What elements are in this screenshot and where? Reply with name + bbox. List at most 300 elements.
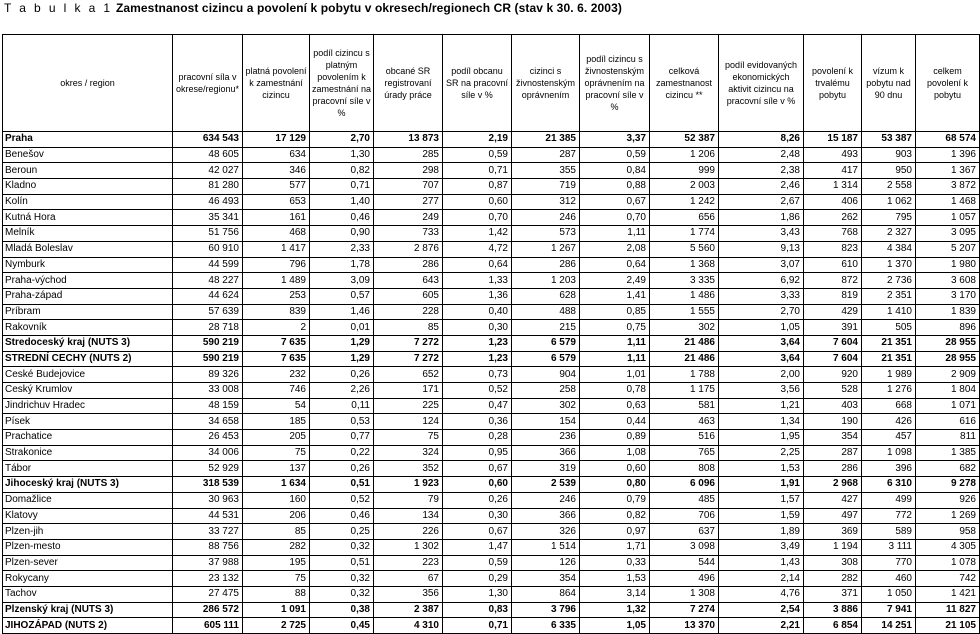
value-cell: 958	[916, 524, 980, 540]
value-cell: 1 923	[374, 477, 443, 493]
value-cell: 499	[862, 492, 916, 508]
value-cell: 1,53	[719, 461, 804, 477]
column-header: pracovní síla v okrese/regionu*	[173, 35, 243, 132]
value-cell: 3 886	[804, 602, 862, 618]
value-cell: 2,48	[719, 147, 804, 163]
value-cell: 1 417	[243, 241, 310, 257]
value-cell: 1,23	[443, 351, 512, 367]
value-cell: 0,28	[443, 430, 512, 446]
value-cell: 0,33	[580, 555, 650, 571]
value-cell: 0,67	[443, 461, 512, 477]
table-row	[3, 398, 980, 414]
value-cell: 85	[243, 524, 310, 540]
value-cell: 21 351	[862, 335, 916, 351]
value-cell: 48 227	[173, 273, 243, 289]
value-cell: 7 272	[374, 351, 443, 367]
value-cell: 616	[916, 414, 980, 430]
value-cell: 6 335	[512, 618, 580, 634]
region-name-cell: Kladno	[3, 179, 173, 195]
region-name-cell: Praha-západ	[3, 288, 173, 304]
value-cell: 0,80	[580, 477, 650, 493]
value-cell: 819	[804, 288, 862, 304]
value-cell: 53 387	[862, 132, 916, 148]
value-cell: 3 608	[916, 273, 980, 289]
value-cell: 195	[243, 555, 310, 571]
region-name-cell: Praha-východ	[3, 273, 173, 289]
value-cell: 634	[243, 147, 310, 163]
value-cell: 0,46	[310, 508, 374, 524]
value-cell: 544	[650, 555, 719, 571]
value-cell: 0,32	[310, 539, 374, 555]
table-row	[3, 257, 980, 273]
value-cell: 589	[862, 524, 916, 540]
table-title	[4, 0, 622, 16]
value-cell: 0,67	[580, 194, 650, 210]
value-cell: 605	[374, 288, 443, 304]
value-cell: 161	[243, 210, 310, 226]
value-cell: 652	[374, 367, 443, 383]
table-row	[3, 383, 980, 399]
value-cell: 326	[512, 524, 580, 540]
value-cell: 1,29	[310, 351, 374, 367]
value-cell: 497	[804, 508, 862, 524]
value-cell: 324	[374, 445, 443, 461]
value-cell: 312	[512, 194, 580, 210]
value-cell: 682	[916, 461, 980, 477]
region-name-cell: Prachatice	[3, 430, 173, 446]
value-cell: 0,59	[443, 147, 512, 163]
value-cell: 3,07	[719, 257, 804, 273]
column-header: podíl obcanu SR na pracovní síle v %	[443, 35, 512, 132]
value-cell: 42 027	[173, 163, 243, 179]
value-cell: 1,71	[580, 539, 650, 555]
value-cell: 668	[862, 398, 916, 414]
region-name-cell: Beroun	[3, 163, 173, 179]
value-cell: 3,64	[719, 335, 804, 351]
value-cell: 1 194	[804, 539, 862, 555]
value-cell: 742	[916, 571, 980, 587]
value-cell: 429	[804, 304, 862, 320]
table-row	[3, 273, 980, 289]
value-cell: 7 941	[862, 602, 916, 618]
value-cell: 3,09	[310, 273, 374, 289]
value-cell: 75	[243, 445, 310, 461]
value-cell: 33 008	[173, 383, 243, 399]
value-cell: 46 493	[173, 194, 243, 210]
value-cell: 463	[650, 414, 719, 430]
summary-row	[3, 351, 980, 367]
value-cell: 864	[512, 586, 580, 602]
value-cell: 21 385	[512, 132, 580, 148]
region-name-cell: Kutná Hora	[3, 210, 173, 226]
value-cell: 505	[862, 320, 916, 336]
value-cell: 366	[512, 445, 580, 461]
value-cell: 2,38	[719, 163, 804, 179]
value-cell: 21 486	[650, 335, 719, 351]
value-cell: 1 980	[916, 257, 980, 273]
value-cell: 2 351	[862, 288, 916, 304]
value-cell: 581	[650, 398, 719, 414]
value-cell: 6 310	[862, 477, 916, 493]
region-name-cell: Plzen-jih	[3, 524, 173, 540]
value-cell: 369	[804, 524, 862, 540]
value-cell: 352	[374, 461, 443, 477]
value-cell: 52 929	[173, 461, 243, 477]
column-header: obcané SR registrovaní úrady práce	[374, 35, 443, 132]
data-table-container	[2, 34, 976, 634]
value-cell: 0,89	[580, 430, 650, 446]
region-name-cell: Mladá Boleslav	[3, 241, 173, 257]
table-row	[3, 210, 980, 226]
value-cell: 68 574	[916, 132, 980, 148]
region-name-cell: Príbram	[3, 304, 173, 320]
value-cell: 286	[804, 461, 862, 477]
value-cell: 770	[862, 555, 916, 571]
value-cell: 262	[804, 210, 862, 226]
value-cell: 0,84	[580, 163, 650, 179]
summary-row	[3, 477, 980, 493]
value-cell: 772	[862, 508, 916, 524]
value-cell: 0,51	[310, 555, 374, 571]
region-name-cell: Plzen-sever	[3, 555, 173, 571]
value-cell: 768	[804, 226, 862, 242]
region-name-cell: Jihoceský kraj (NUTS 3)	[3, 477, 173, 493]
value-cell: 733	[374, 226, 443, 242]
value-cell: 1,21	[719, 398, 804, 414]
value-cell: 0,71	[443, 618, 512, 634]
value-cell: 0,64	[443, 257, 512, 273]
value-cell: 577	[243, 179, 310, 195]
value-cell: 302	[650, 320, 719, 336]
value-cell: 3 111	[862, 539, 916, 555]
value-cell: 0,67	[443, 524, 512, 540]
value-cell: 1 276	[862, 383, 916, 399]
value-cell: 206	[243, 508, 310, 524]
value-cell: 3 335	[650, 273, 719, 289]
value-cell: 2,70	[719, 304, 804, 320]
value-cell: 2 539	[512, 477, 580, 493]
value-cell: 6 854	[804, 618, 862, 634]
column-header: podíl cizincu s platným povolením k zamestnání na pracovní síle v %	[310, 35, 374, 132]
value-cell: 52 387	[650, 132, 719, 148]
value-cell: 371	[804, 586, 862, 602]
table-row	[3, 226, 980, 242]
value-cell: 1 774	[650, 226, 719, 242]
value-cell: 287	[804, 445, 862, 461]
value-cell: 1,23	[443, 335, 512, 351]
value-cell: 493	[804, 147, 862, 163]
value-cell: 1,86	[719, 210, 804, 226]
value-cell: 1 385	[916, 445, 980, 461]
value-cell: 85	[374, 320, 443, 336]
value-cell: 1 367	[916, 163, 980, 179]
value-cell: 0,60	[443, 194, 512, 210]
value-cell: 0,82	[310, 163, 374, 179]
value-cell: 160	[243, 492, 310, 508]
value-cell: 319	[512, 461, 580, 477]
value-cell: 1,11	[580, 335, 650, 351]
value-cell: 228	[374, 304, 443, 320]
value-cell: 3 796	[512, 602, 580, 618]
value-cell: 0,79	[580, 492, 650, 508]
value-cell: 11 827	[916, 602, 980, 618]
value-cell: 1,32	[580, 602, 650, 618]
value-cell: 7 274	[650, 602, 719, 618]
value-cell: 27 475	[173, 586, 243, 602]
value-cell: 3 170	[916, 288, 980, 304]
value-cell: 0,51	[310, 477, 374, 493]
table-row	[3, 194, 980, 210]
value-cell: 2,00	[719, 367, 804, 383]
value-cell: 719	[512, 179, 580, 195]
value-cell: 999	[650, 163, 719, 179]
table-header-row	[3, 35, 980, 132]
value-cell: 1,05	[719, 320, 804, 336]
value-cell: 287	[512, 147, 580, 163]
value-cell: 0,26	[443, 492, 512, 508]
value-cell: 0,85	[580, 304, 650, 320]
value-cell: 246	[512, 210, 580, 226]
table-caption: Zamestnanost cizincu a povolení k pobytu v okresech/regionech CR (stav k 30. 6. 2003)	[115, 1, 622, 15]
value-cell: 1,46	[310, 304, 374, 320]
value-cell: 1,11	[580, 351, 650, 367]
value-cell: 1 308	[650, 586, 719, 602]
value-cell: 706	[650, 508, 719, 524]
value-cell: 1,53	[580, 571, 650, 587]
value-cell: 75	[374, 430, 443, 446]
value-cell: 225	[374, 398, 443, 414]
value-cell: 496	[650, 571, 719, 587]
value-cell: 37 988	[173, 555, 243, 571]
value-cell: 0,73	[443, 367, 512, 383]
region-name-cell: Nymburk	[3, 257, 173, 273]
value-cell: 1 396	[916, 147, 980, 163]
value-cell: 286	[512, 257, 580, 273]
value-cell: 258	[512, 383, 580, 399]
value-cell: 2,33	[310, 241, 374, 257]
value-cell: 89 326	[173, 367, 243, 383]
value-cell: 1 175	[650, 383, 719, 399]
value-cell: 9 278	[916, 477, 980, 493]
value-cell: 0,26	[310, 367, 374, 383]
value-cell: 171	[374, 383, 443, 399]
value-cell: 823	[804, 241, 862, 257]
value-cell: 1 839	[916, 304, 980, 320]
region-name-cell: Stredoceský kraj (NUTS 3)	[3, 335, 173, 351]
value-cell: 79	[374, 492, 443, 508]
value-cell: 286 572	[173, 602, 243, 618]
value-cell: 3 872	[916, 179, 980, 195]
column-header: podíl cizincu s živnostenským oprávnením na pracovní síle v %	[580, 35, 650, 132]
value-cell: 1 050	[862, 586, 916, 602]
value-cell: 7 635	[243, 351, 310, 367]
value-cell: 0,40	[443, 304, 512, 320]
region-name-cell: Jindrichuv Hradec	[3, 398, 173, 414]
value-cell: 2,46	[719, 179, 804, 195]
value-cell: 308	[804, 555, 862, 571]
value-cell: 1,29	[310, 335, 374, 351]
value-cell: 236	[512, 430, 580, 446]
value-cell: 2,14	[719, 571, 804, 587]
value-cell: 0,57	[310, 288, 374, 304]
value-cell: 1,57	[719, 492, 804, 508]
value-cell: 282	[804, 571, 862, 587]
value-cell: 1,59	[719, 508, 804, 524]
region-name-cell: Benešov	[3, 147, 173, 163]
value-cell: 643	[374, 273, 443, 289]
value-cell: 426	[862, 414, 916, 430]
value-cell: 126	[512, 555, 580, 571]
value-cell: 1,05	[580, 618, 650, 634]
value-cell: 1 989	[862, 367, 916, 383]
value-cell: 0,36	[443, 414, 512, 430]
value-cell: 3,49	[719, 539, 804, 555]
value-cell: 190	[804, 414, 862, 430]
value-cell: 0,44	[580, 414, 650, 430]
value-cell: 34 658	[173, 414, 243, 430]
value-cell: 0,59	[443, 555, 512, 571]
table-row	[3, 304, 980, 320]
value-cell: 903	[862, 147, 916, 163]
value-cell: 2 003	[650, 179, 719, 195]
value-cell: 1,30	[443, 586, 512, 602]
value-cell: 1,89	[719, 524, 804, 540]
value-cell: 67	[374, 571, 443, 587]
value-cell: 246	[512, 492, 580, 508]
value-cell: 3,56	[719, 383, 804, 399]
value-cell: 1 489	[243, 273, 310, 289]
value-cell: 528	[804, 383, 862, 399]
value-cell: 872	[804, 273, 862, 289]
value-cell: 3,33	[719, 288, 804, 304]
table-row	[3, 430, 980, 446]
value-cell: 44 599	[173, 257, 243, 273]
value-cell: 811	[916, 430, 980, 446]
value-cell: 1 269	[916, 508, 980, 524]
value-cell: 1,36	[443, 288, 512, 304]
value-cell: 590 219	[173, 335, 243, 351]
region-name-cell: Tábor	[3, 461, 173, 477]
value-cell: 0,77	[310, 430, 374, 446]
value-cell: 4,76	[719, 586, 804, 602]
table-row	[3, 163, 980, 179]
value-cell: 950	[862, 163, 916, 179]
value-cell: 1 098	[862, 445, 916, 461]
value-cell: 1 071	[916, 398, 980, 414]
value-cell: 1 206	[650, 147, 719, 163]
value-cell: 605 111	[173, 618, 243, 634]
column-header: celková zamestnanost cizincu **	[650, 35, 719, 132]
region-name-cell: Ceské Budejovice	[3, 367, 173, 383]
value-cell: 7 604	[804, 335, 862, 351]
value-cell: 354	[512, 571, 580, 587]
value-cell: 1,91	[719, 477, 804, 493]
value-cell: 54	[243, 398, 310, 414]
value-cell: 2,70	[310, 132, 374, 148]
table-row	[3, 492, 980, 508]
value-cell: 75	[243, 571, 310, 587]
value-cell: 34 006	[173, 445, 243, 461]
value-cell: 226	[374, 524, 443, 540]
value-cell: 2 327	[862, 226, 916, 242]
value-cell: 0,26	[310, 461, 374, 477]
value-cell: 634 543	[173, 132, 243, 148]
table-row	[3, 241, 980, 257]
value-cell: 1 370	[862, 257, 916, 273]
value-cell: 403	[804, 398, 862, 414]
value-cell: 354	[804, 430, 862, 446]
value-cell: 277	[374, 194, 443, 210]
value-cell: 5 560	[650, 241, 719, 257]
value-cell: 15 187	[804, 132, 862, 148]
value-cell: 1 514	[512, 539, 580, 555]
value-cell: 3,14	[580, 586, 650, 602]
value-cell: 1 057	[916, 210, 980, 226]
value-cell: 124	[374, 414, 443, 430]
column-header: okres / region	[3, 35, 173, 132]
value-cell: 656	[650, 210, 719, 226]
value-cell: 7 604	[804, 351, 862, 367]
value-cell: 808	[650, 461, 719, 477]
value-cell: 590 219	[173, 351, 243, 367]
value-cell: 1 634	[243, 477, 310, 493]
value-cell: 185	[243, 414, 310, 430]
value-cell: 205	[243, 430, 310, 446]
value-cell: 81 280	[173, 179, 243, 195]
value-cell: 1 062	[862, 194, 916, 210]
value-cell: 896	[916, 320, 980, 336]
value-cell: 1,40	[310, 194, 374, 210]
value-cell: 0,25	[310, 524, 374, 540]
value-cell: 13 370	[650, 618, 719, 634]
value-cell: 134	[374, 508, 443, 524]
value-cell: 1,41	[580, 288, 650, 304]
value-cell: 573	[512, 226, 580, 242]
value-cell: 2,08	[580, 241, 650, 257]
value-cell: 0,75	[580, 320, 650, 336]
value-cell: 396	[862, 461, 916, 477]
value-cell: 0,29	[443, 571, 512, 587]
value-cell: 0,70	[443, 210, 512, 226]
value-cell: 26 453	[173, 430, 243, 446]
value-cell: 60 910	[173, 241, 243, 257]
value-cell: 2 876	[374, 241, 443, 257]
value-cell: 1 091	[243, 602, 310, 618]
value-cell: 13 873	[374, 132, 443, 148]
value-cell: 88 756	[173, 539, 243, 555]
value-cell: 28 955	[916, 351, 980, 367]
summary-row	[3, 602, 980, 618]
value-cell: 0,71	[310, 179, 374, 195]
value-cell: 920	[804, 367, 862, 383]
value-cell: 637	[650, 524, 719, 540]
value-cell: 6,92	[719, 273, 804, 289]
value-cell: 285	[374, 147, 443, 163]
value-cell: 346	[243, 163, 310, 179]
value-cell: 707	[374, 179, 443, 195]
value-cell: 1 267	[512, 241, 580, 257]
region-name-cell: Melník	[3, 226, 173, 242]
region-name-cell: Domažlice	[3, 492, 173, 508]
value-cell: 2,19	[443, 132, 512, 148]
value-cell: 1 078	[916, 555, 980, 571]
value-cell: 1,30	[310, 147, 374, 163]
table-row	[3, 288, 980, 304]
value-cell: 21 486	[650, 351, 719, 367]
value-cell: 0,11	[310, 398, 374, 414]
value-cell: 1,43	[719, 555, 804, 571]
value-cell: 0,01	[310, 320, 374, 336]
